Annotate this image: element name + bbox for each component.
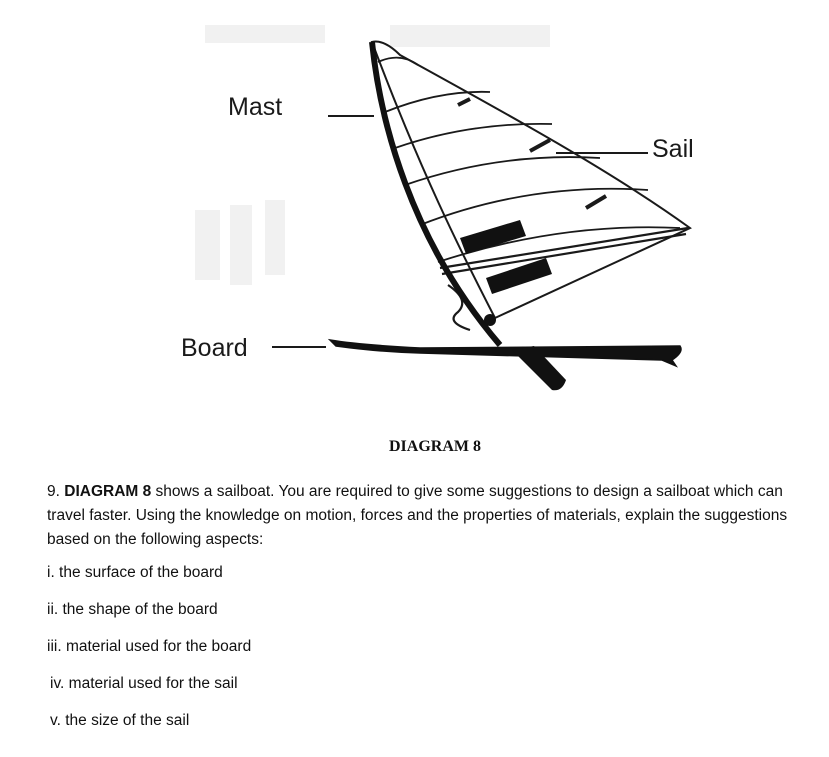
question-number: 9. bbox=[47, 483, 60, 500]
aspect-item-1: i. the surface of the board bbox=[47, 564, 223, 581]
mast-foot bbox=[484, 314, 496, 326]
board bbox=[330, 340, 681, 366]
question-body: shows a sailboat. You are required to give some suggestions to design a sailboat which can travel faster. Using the knowledge on motion, forces and the properties of materials, explain the suggestions based on the following aspects: bbox=[47, 483, 788, 548]
board-label: Board bbox=[181, 334, 248, 362]
mast-label: Mast bbox=[228, 93, 283, 121]
aspect-item-4: iv. material used for the sail bbox=[50, 675, 238, 692]
aspect-item-3: iii. material used for the board bbox=[47, 638, 252, 655]
aspect-item-5: v. the size of the sail bbox=[50, 712, 190, 729]
question-reference: DIAGRAM 8 bbox=[64, 483, 152, 500]
diagram-caption: DIAGRAM 8 bbox=[389, 438, 481, 455]
sail-label: Sail bbox=[652, 135, 694, 163]
question-text bbox=[47, 480, 807, 552]
aspect-item-2: ii. the shape of the board bbox=[47, 601, 218, 618]
